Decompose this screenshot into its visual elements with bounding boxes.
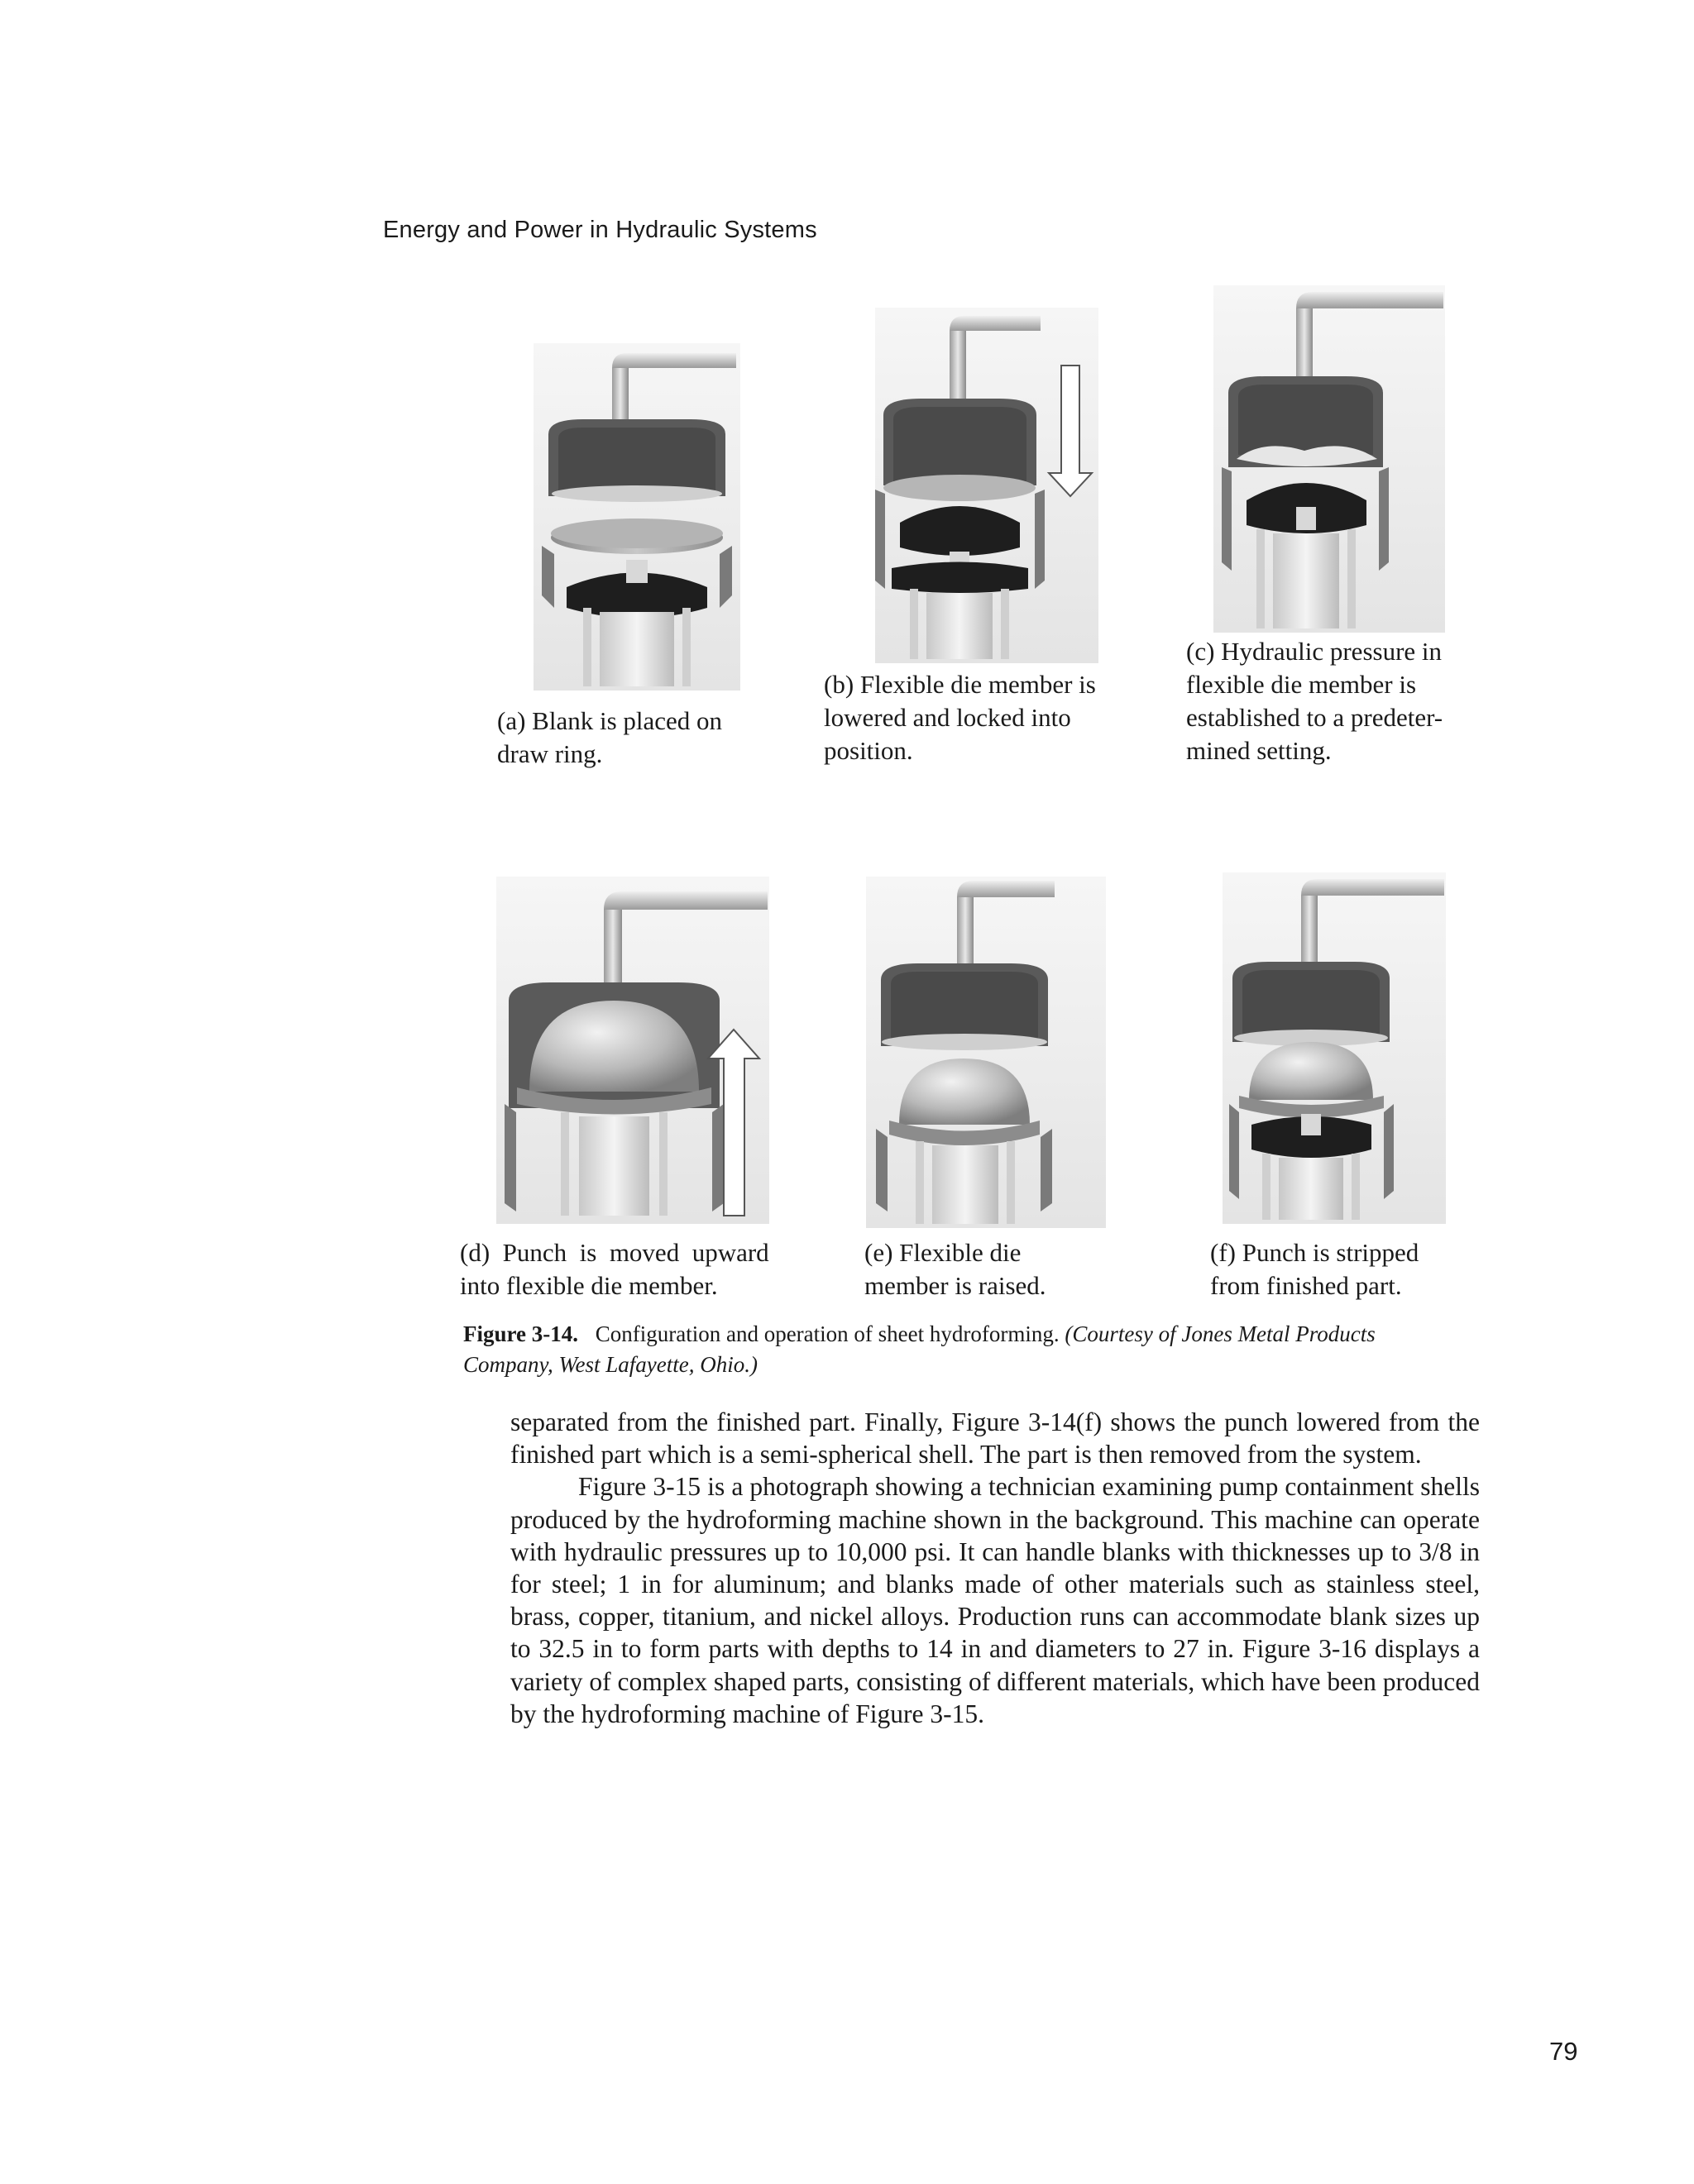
figure-caption: [463, 1319, 1456, 1380]
caption-a: [497, 705, 722, 771]
figure-panel-f: [1223, 872, 1446, 1224]
caption-line: lowered and locked into: [824, 703, 1071, 732]
caption-line: from finished part.: [1210, 1271, 1402, 1300]
caption-e: [864, 1236, 1046, 1302]
caption-line: (a) Blank is placed on: [497, 706, 723, 735]
caption-b: [824, 668, 1096, 767]
caption-line: (e) Flexible die: [864, 1238, 1022, 1267]
caption-line: draw ring.: [497, 739, 603, 768]
caption-line: member is raised.: [864, 1271, 1046, 1300]
caption-line: established to a predeter-: [1186, 703, 1443, 732]
figure-panel-d: [496, 877, 769, 1224]
caption-line: position.: [824, 736, 913, 765]
figure-panel-a: [534, 343, 740, 691]
caption-f: [1210, 1236, 1419, 1302]
panel-e-illustration: [866, 877, 1106, 1228]
panel-b-illustration: [875, 308, 1098, 663]
figure-label: Figure 3-14.: [463, 1321, 578, 1346]
caption-line: (d) Punch is moved upward: [460, 1238, 769, 1267]
figure-panel-b: [875, 308, 1098, 663]
figure-caption-text: Configuration and operation of sheet hydroforming.: [595, 1321, 1060, 1346]
panel-f-illustration: [1223, 872, 1446, 1224]
panel-d-illustration: [496, 877, 769, 1224]
figure-credit: (Courtesy of Jones Metal Products Company, West Lafayette, Ohio.): [463, 1321, 1376, 1377]
caption-line: (b) Flexible die member is: [824, 670, 1096, 699]
caption-line: mined setting.: [1186, 736, 1332, 765]
panel-c-illustration: [1213, 285, 1445, 633]
caption-d: [460, 1236, 769, 1302]
figure-panel-e: [866, 877, 1106, 1228]
caption-c: [1186, 635, 1443, 767]
panel-a-illustration: [534, 343, 740, 691]
page-number: 79: [1549, 2037, 1578, 2066]
caption-line: into flexible die member.: [460, 1271, 718, 1300]
caption-line: (c) Hydraulic pressure in: [1186, 637, 1443, 666]
caption-line: (f) Punch is stripped: [1210, 1238, 1419, 1267]
running-head: Energy and Power in Hydraulic Systems: [383, 217, 817, 243]
body-text: [510, 1406, 1480, 1730]
paragraph: separated from the finished part. Finally, Figure 3-14(f) shows the punch lowered from the finished part which is a semi-spherical shell. The part is then removed from the system.: [510, 1407, 1480, 1470]
caption-line: flexible die member is: [1186, 670, 1417, 699]
paragraph: Figure 3-15 is a photograph showing a technician examining pump containment shells produced by the hydroforming machine shown in the background. This machine can operate with hydraulic pressures up to 10,000 psi. It can handle blanks with thicknesses up to 3/8 in for steel; 1 in for aluminum; and blanks made of other materials such as stainless steel, brass, copper, titanium, and nickel alloys. Production runs can accommodate blank sizes up to 32.5 in to form parts with depths to 14 in and diameters to 27 in. Figure 3-16 displays a variety of complex shaped parts, consisting of different materials, which have been produced by the hydroforming machine of Figure 3-15.: [510, 1472, 1480, 1728]
figure-panel-c: [1213, 285, 1445, 633]
